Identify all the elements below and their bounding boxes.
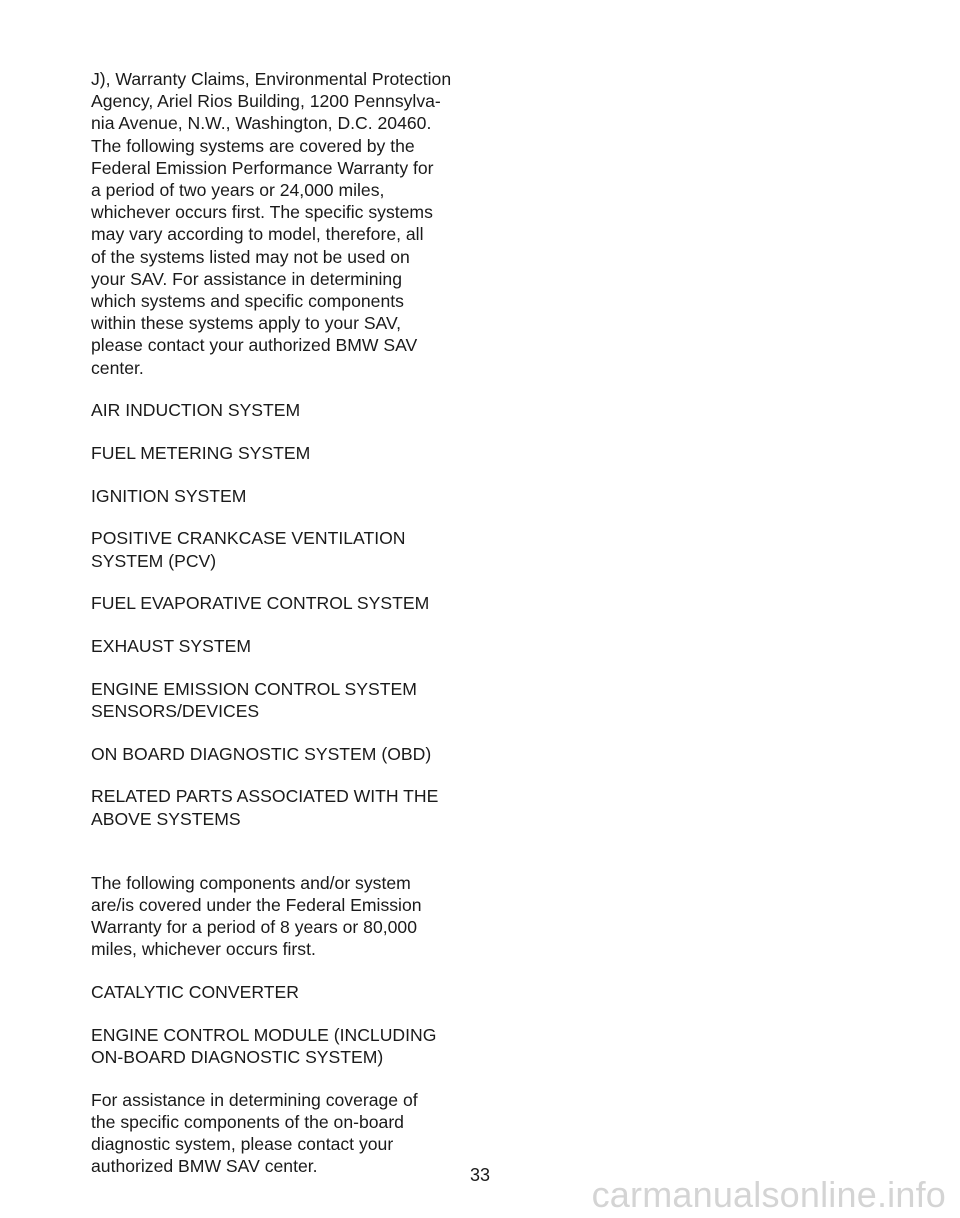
text-line: The following components and/or system [91,872,411,893]
text-line: center. [91,357,144,378]
text-line: may vary according to model, therefore, all [91,224,424,245]
spacer [91,961,471,982]
text-line: diagnostic system, please contact your [91,1134,394,1155]
spacer [91,507,471,528]
system-item-obd [91,743,471,765]
text-line: your SAV. For assistance in determining [91,268,402,289]
spacer [91,765,471,786]
system-item-line: SENSORS/DEVICES [91,700,260,721]
text-line: whichever occurs first. The specific systems [91,202,433,223]
system-item-air-induction [91,399,471,421]
text-line: Warranty for a period of 8 years or 80,000 [91,917,417,938]
text-line: please contact your authorized BMW SAV [91,335,418,356]
system-item-pcv [91,527,471,571]
text-line: miles, whichever occurs first. [91,939,316,960]
text-line: The following systems are covered by the [91,135,415,156]
system-item-line: POSITIVE CRANKCASE VENTILATION [91,528,406,549]
text-line: are/is covered under the Federal Emission [91,894,422,915]
text-line: J), Warranty Claims, Environmental Protection [91,69,452,89]
spacer [91,1068,471,1089]
component-item-line: ON-BOARD DIAGNOSTIC SYSTEM) [91,1047,384,1067]
system-item-line: EXHAUST SYSTEM [91,636,252,657]
component-item-line: ENGINE CONTROL MODULE (INCLUDING [91,1024,437,1045]
text-line: authorized BMW SAV center. [91,1156,318,1177]
text-line: Agency, Ariel Rios Building, 1200 Pennsylva- [91,91,441,112]
text-line: nia Avenue, N.W., Washington, D.C. 20460. [91,113,432,134]
system-item-line: IGNITION SYSTEM [91,485,247,506]
system-item-fuel-metering [91,442,471,464]
watermark: carmanualsonline.info [591,1174,946,1215]
page-number: 33 [469,1165,491,1185]
spacer [91,722,471,743]
system-item-line: FUEL EVAPORATIVE CONTROL SYSTEM [91,593,430,614]
component-item-catalytic-converter [91,981,471,1003]
components-paragraph [91,872,471,961]
spacer [91,657,471,678]
text-line: of the systems listed may not be used on [91,246,410,267]
text-line: which systems and specific components [91,291,404,312]
spacer [91,379,471,400]
text-line: Federal Emission Performance Warranty for [91,157,434,178]
system-item-exhaust [91,635,471,657]
system-item-line: ON BOARD DIAGNOSTIC SYSTEM (OBD) [91,743,432,764]
system-item-line: FUEL METERING SYSTEM [91,443,311,464]
system-item-line: AIR INDUCTION SYSTEM [91,400,301,421]
text-line: For assistance in determining coverage of [91,1089,418,1110]
spacer [91,1003,471,1024]
component-item-line: CATALYTIC CONVERTER [91,982,299,1003]
system-item-line: ABOVE SYSTEMS [91,808,241,829]
system-item-fuel-evaporative [91,592,471,614]
system-item-ignition [91,485,471,507]
spacer [91,422,471,443]
system-item-line: RELATED PARTS ASSOCIATED WITH THE [91,786,439,807]
page-body [91,68,471,1178]
spacer [91,464,471,485]
text-line: within these systems apply to your SAV, [91,313,401,334]
system-item-related-parts [91,785,471,829]
spacer [91,572,471,593]
text-line: the specific components of the on-board [91,1111,404,1132]
system-item-engine-emission [91,678,471,722]
component-item-engine-control-module [91,1024,471,1068]
system-item-line: SYSTEM (PCV) [91,550,217,571]
system-item-line: ENGINE EMISSION CONTROL SYSTEM [91,678,417,699]
components-list [91,981,471,1068]
spacer [91,615,471,636]
spacer [91,830,471,872]
intro-paragraph [91,68,471,379]
systems-list [91,399,471,829]
text-line: a period of two years or 24,000 miles, [91,180,385,201]
